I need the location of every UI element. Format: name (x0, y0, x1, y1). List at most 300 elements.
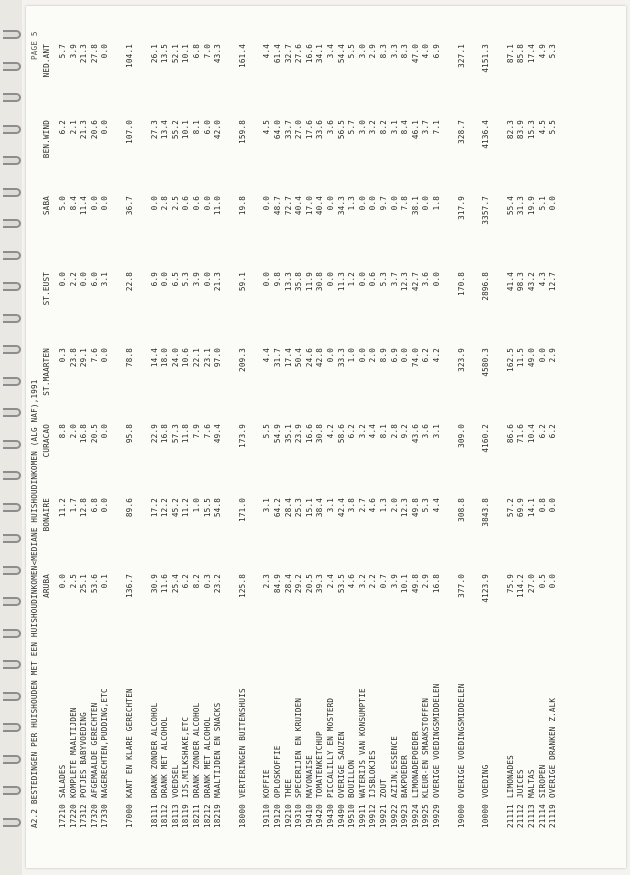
table-cell: 21.3 (79, 44, 89, 64)
table-cell: 0.0 (149, 196, 159, 211)
table-cell: 1.2 (347, 272, 357, 287)
table-cell: 3.0 (357, 120, 367, 135)
table-cell: 1.8 (432, 196, 441, 211)
table-cell: 6.2 (421, 348, 431, 363)
binder-ring (3, 534, 21, 543)
table-cell: 17.4 (527, 44, 536, 64)
table-cell: 15.5 (202, 498, 212, 518)
table-cell: 4136.4 (481, 120, 491, 149)
table-cell: 3.2 (368, 120, 378, 135)
table-cell: 8.4 (400, 120, 410, 135)
table-cell: 40.4 (294, 196, 304, 216)
table-cell: 20.6 (89, 120, 99, 140)
table-cell: 0.8 (537, 498, 547, 513)
binder-rings (0, 0, 22, 875)
row-code: 18111 (149, 804, 159, 828)
table-cell: 42.8 (315, 348, 325, 368)
row-code: 17312 (79, 804, 89, 828)
column-header: ST.MAARTEN (42, 348, 51, 396)
table-cell: 58.6 (336, 424, 346, 444)
binder-ring (3, 566, 21, 575)
table-cell: 21.3 (213, 272, 223, 292)
binder-ring (3, 93, 21, 102)
table-cell: 5.5 (347, 44, 357, 59)
binder-ring (3, 503, 21, 512)
table-cell: 3.1 (100, 272, 110, 287)
table-cell: 50.4 (294, 348, 304, 368)
binder-ring (3, 471, 21, 480)
table-cell: 0.0 (262, 196, 272, 211)
table-cell: 33.6 (315, 120, 325, 140)
binder-ring (3, 818, 21, 827)
table-cell: 0.0 (432, 272, 441, 287)
row-code: 19911 (357, 804, 367, 828)
table-cell: 27.0 (294, 120, 304, 140)
table-cell: 161.4 (237, 44, 247, 68)
table-cell: 18.0 (160, 348, 170, 368)
table-cell: 328.7 (456, 120, 466, 144)
table-cell: 43.2 (527, 272, 536, 292)
row-code: 19929 (432, 804, 441, 828)
row-label: SPECERIJEN EN KRUIDEN (294, 697, 304, 798)
table-cell: 171.0 (237, 498, 247, 522)
row-label: MAYONAISE (304, 755, 314, 798)
table-cell: 43.6 (410, 424, 420, 444)
table-cell: 6.0 (202, 120, 212, 135)
binder-ring (3, 755, 21, 764)
row-label: SALADES (58, 764, 67, 798)
table-cell: 4.4 (262, 348, 272, 363)
table-cell: 13.5 (160, 44, 170, 64)
table-cell: 3.9 (389, 574, 399, 589)
table-cell: 3.6 (421, 272, 431, 287)
table-cell: 85.8 (516, 44, 526, 64)
table-cell: 162.5 (505, 348, 515, 372)
table-row (213, 44, 225, 828)
table-cell: 12.8 (79, 498, 89, 518)
column-header: ST.EUST (42, 272, 51, 306)
binder-ring (3, 440, 21, 449)
table-cell: 56.5 (336, 120, 346, 140)
row-label: BAKPOEDER (400, 755, 410, 798)
table-cell: 29.1 (79, 348, 89, 368)
table-cell: 2896.8 (481, 272, 491, 301)
table-cell: 17.0 (304, 196, 314, 216)
table-cell: 6.0 (89, 272, 99, 287)
table-cell: 6.2 (347, 424, 357, 439)
table-cell: 0.0 (89, 196, 99, 211)
table-cell: 27.6 (294, 44, 304, 64)
row-code: 18119 (181, 804, 191, 828)
table-cell: 8.2 (379, 120, 388, 135)
table-cell: 309.0 (456, 424, 466, 448)
row-label: AFGEMAALDE GERECHTEN (89, 702, 99, 798)
table-cell: 170.8 (456, 272, 466, 296)
table-row (432, 44, 444, 828)
table-cell: 89.6 (125, 498, 134, 518)
table-cell: 83.9 (516, 120, 526, 140)
row-label: AZIJN,ESSENCE (389, 735, 399, 798)
row-code: 19490 (336, 804, 346, 828)
table-cell: 11.6 (160, 574, 170, 594)
table-cell: 64.0 (273, 120, 282, 140)
table-cell: 3.1 (389, 120, 399, 135)
row-code: 18212 (202, 804, 212, 828)
table-cell: 11.8 (181, 424, 191, 444)
binder-ring (3, 219, 21, 228)
table-cell: 42.4 (336, 498, 346, 518)
table-cell: 9.7 (379, 196, 388, 211)
table-cell: 3.2 (357, 424, 367, 439)
table-cell: 10.6 (181, 348, 191, 368)
table-cell: 20.5 (89, 424, 99, 444)
table-row (456, 44, 469, 828)
table-cell: 23.2 (213, 574, 223, 594)
table-cell: 4.4 (368, 424, 378, 439)
table-cell: 11.9 (304, 272, 314, 292)
table-cell: 12.7 (548, 272, 558, 292)
table-cell: 6.8 (89, 498, 99, 513)
table-cell: 54.8 (213, 498, 223, 518)
table-cell: 13.4 (160, 120, 170, 140)
table-cell: 31.7 (273, 348, 282, 368)
table-cell: 21.3 (79, 120, 89, 140)
page-number: PAGE 5 (30, 31, 39, 60)
table-cell: 4.3 (537, 272, 547, 287)
table-cell: 57.3 (170, 424, 180, 444)
table-cell: 25.1 (79, 574, 89, 594)
table-cell: 8.4 (68, 196, 78, 211)
binder-ring (3, 125, 21, 134)
table-cell: 0.0 (368, 196, 378, 211)
row-label: IJSBLOKJES (368, 750, 378, 798)
table-cell: 7.6 (89, 348, 99, 363)
table-cell: 308.8 (456, 498, 466, 522)
table-cell: 0.0 (100, 348, 110, 363)
table-cell: 49.0 (527, 348, 536, 368)
column-header: BONAIRE (42, 498, 51, 532)
table-cell: 2.0 (389, 498, 399, 513)
table-cell: 0.0 (262, 272, 272, 287)
table-cell: 5.7 (58, 44, 67, 59)
table-row (237, 44, 250, 828)
table-cell: 317.9 (456, 196, 466, 220)
table-cell: 9.8 (273, 272, 282, 287)
table-cell: 4580.3 (481, 348, 491, 377)
table-cell: 4.6 (347, 574, 357, 589)
row-label: VOEDSEL (170, 764, 180, 798)
table-cell: 8.2 (192, 574, 201, 589)
table-cell: 0.0 (326, 272, 335, 287)
table-cell: 3.6 (326, 120, 335, 135)
row-code: 19925 (421, 804, 431, 828)
table-cell: 16.8 (432, 574, 441, 594)
row-label: VERTERINGEN BUITENSHUIS (237, 688, 247, 798)
table-cell: 19.8 (237, 196, 247, 216)
table-cell: 10.1 (181, 120, 191, 140)
table-cell: 29.2 (294, 574, 304, 594)
table-cell: 0.0 (202, 272, 212, 287)
table-cell: 323.9 (456, 348, 466, 372)
binder-ring (3, 314, 21, 323)
table-cell: 2.2 (68, 272, 78, 287)
table-cell: 34.1 (315, 44, 325, 64)
table-cell: 8.3 (400, 44, 410, 59)
row-label: POTJES BABYVOEDING (79, 712, 89, 798)
row-code: 19000 (456, 804, 466, 828)
table-cell: 30.8 (315, 424, 325, 444)
row-label: KANT EN KLARE GERECHTEN (125, 688, 134, 798)
table-cell: 0.0 (100, 498, 110, 513)
table-cell: 3.2 (357, 574, 367, 589)
table-cell: 78.8 (125, 348, 134, 368)
table-cell: 0.7 (379, 574, 388, 589)
table-cell: 2.9 (421, 574, 431, 589)
table-cell: 52.1 (170, 44, 180, 64)
table-cell: 17.2 (149, 498, 159, 518)
table-cell: 12.3 (400, 272, 410, 292)
table-cell: 1.0 (347, 348, 357, 363)
column-header: SABA (42, 196, 51, 216)
table-cell: 5.3 (181, 272, 191, 287)
row-code: 21119 (548, 804, 558, 828)
table-cell: 36.7 (125, 196, 134, 216)
table-cell: 14.4 (149, 348, 159, 368)
table-cell: 2.3 (262, 574, 272, 589)
row-label: DRANK ZONDER ALCOHOL (149, 702, 159, 798)
binder-ring (3, 188, 21, 197)
binder-ring (3, 660, 21, 669)
table-cell: 27.0 (527, 574, 536, 594)
table-cell: 0.0 (357, 348, 367, 363)
table-cell: 3357.7 (481, 196, 491, 225)
row-code: 19110 (262, 804, 272, 828)
table-cell: 14.1 (527, 498, 536, 518)
table-cell: 4.9 (537, 44, 547, 59)
binder-ring (3, 692, 21, 701)
row-code: 19210 (283, 804, 293, 828)
table-cell: 6.9 (149, 272, 159, 287)
table-cell: 0.3 (58, 348, 67, 363)
table-cell: 33.7 (283, 120, 293, 140)
table-cell: 0.0 (548, 498, 558, 513)
table-cell: 40.4 (315, 196, 325, 216)
row-label: DRANK ZONDER ALCOHOL (192, 702, 201, 798)
table-cell: 4.2 (432, 348, 441, 363)
table-cell: 42.0 (213, 120, 223, 140)
table-cell: 0.1 (100, 574, 110, 589)
table-cell: 28.4 (283, 574, 293, 594)
table-cell: 1.0 (192, 498, 201, 513)
table-cell: 30.9 (149, 574, 159, 594)
row-code: 19923 (400, 804, 410, 828)
table-cell: 5.7 (347, 120, 357, 135)
table-cell: 41.4 (505, 272, 515, 292)
table-cell: 17.6 (304, 120, 314, 140)
table-cell: 12.3 (400, 498, 410, 518)
table-cell: 11.2 (181, 498, 191, 518)
table-cell: 327.1 (456, 44, 466, 68)
table-cell: 23.1 (202, 348, 212, 368)
table-cell: 0.0 (548, 574, 558, 589)
table-cell: 2.2 (368, 574, 378, 589)
table-cell: 15.3 (527, 120, 536, 140)
row-code: 18000 (237, 804, 247, 828)
table-cell: 45.2 (170, 498, 180, 518)
row-code: 18219 (213, 804, 223, 828)
table-cell: 38.4 (315, 498, 325, 518)
table-cell: 4.4 (432, 498, 441, 513)
table-cell: 74.0 (410, 348, 420, 368)
table-cell: 3.1 (326, 498, 335, 513)
table-cell: 75.9 (505, 574, 515, 594)
table-cell: 114.2 (516, 574, 526, 598)
row-label: LIMONADEPOEDER (410, 731, 420, 798)
table-cell: 95.8 (125, 424, 134, 444)
table-cell: 2.0 (368, 348, 378, 363)
row-label: PICCALILLY EN MOSTERD (326, 697, 335, 798)
table-cell: 82.3 (505, 120, 515, 140)
table-cell: 20.5 (304, 574, 314, 594)
table-cell: 3.1 (432, 424, 441, 439)
table-cell: 7.9 (192, 424, 201, 439)
row-code: 21112 (516, 804, 526, 828)
row-code: 18112 (160, 804, 170, 828)
table-cell: 0.0 (160, 272, 170, 287)
table-cell: 0.0 (100, 424, 110, 439)
row-code: 19410 (304, 804, 314, 828)
table-cell: 59.1 (237, 272, 247, 292)
table-cell: 10.4 (527, 424, 536, 444)
table-cell: 3.7 (389, 272, 399, 287)
table-cell: 35.1 (283, 424, 293, 444)
table-cell: 0.0 (326, 196, 335, 211)
table-cell: 0.0 (389, 196, 399, 211)
table-cell: 8.1 (192, 120, 201, 135)
table-cell: 5.5 (262, 424, 272, 439)
table-cell: 61.4 (273, 44, 282, 64)
binder-ring (3, 282, 21, 291)
row-label: SIROPEN (537, 764, 547, 798)
table-cell: 46.1 (410, 120, 420, 140)
table-cell: 2.0 (68, 424, 78, 439)
row-code: 17330 (100, 804, 110, 828)
table-cell: 104.1 (125, 44, 134, 68)
table-cell: 5.3 (379, 272, 388, 287)
table-cell: 6.8 (192, 44, 201, 59)
table-cell: 54.4 (336, 44, 346, 64)
table-cell: 8.3 (379, 44, 388, 59)
table-cell: 49.4 (213, 424, 223, 444)
table-cell: 5.0 (58, 196, 67, 211)
table-cell: 86.6 (505, 424, 515, 444)
table-cell: 6.2 (537, 424, 547, 439)
row-label: LIMONADES (505, 755, 515, 798)
table-cell: 7.1 (432, 120, 441, 135)
table-cell: 55.4 (505, 196, 515, 216)
row-label: KLEUR-EN SMAAKSTOFFEN (421, 697, 431, 798)
row-code: 19912 (368, 804, 378, 828)
table-cell: 0.0 (100, 196, 110, 211)
table-cell: 136.7 (125, 574, 134, 598)
table-cell: 8.9 (379, 348, 388, 363)
table-cell: 0.6 (181, 196, 191, 211)
table-cell: 159.8 (237, 120, 247, 144)
table-cell: 31.3 (516, 196, 526, 216)
table-cell: 8.1 (379, 424, 388, 439)
row-code: 17000 (125, 804, 134, 828)
row-label: NAGERECHTEN,PUDDING,ETC (100, 688, 110, 798)
table-cell: 35.8 (294, 272, 304, 292)
table-cell: 57.2 (505, 498, 515, 518)
table-cell: 23.9 (294, 424, 304, 444)
row-label: OPLOSKOFFIE (273, 745, 282, 798)
table-cell: 2.1 (68, 120, 78, 135)
table-cell: 2.5 (68, 574, 78, 589)
row-code: 19922 (389, 804, 399, 828)
binder-ring (3, 786, 21, 795)
row-code: 19510 (347, 804, 357, 828)
table-cell: 2.4 (326, 574, 335, 589)
table-cell: 0.0 (537, 348, 547, 363)
table-cell: 107.0 (125, 120, 134, 144)
column-header: BEN.WIND (42, 120, 51, 159)
table-cell: 3.9 (68, 44, 78, 59)
table-cell: 22.1 (192, 348, 201, 368)
table-cell: 26.1 (149, 44, 159, 64)
binder-ring (3, 597, 21, 606)
row-label: KOFFIE (262, 769, 272, 798)
row-code: 18113 (170, 804, 180, 828)
table-cell: 16.6 (304, 424, 314, 444)
table-cell: 16.6 (304, 44, 314, 64)
column-header: ARUBA (42, 574, 51, 598)
table-cell: 0.0 (100, 120, 110, 135)
table-cell: 64.2 (273, 498, 282, 518)
row-label: OVERIGE SAUZEN (336, 731, 346, 798)
row-code: 17320 (89, 804, 99, 828)
table-cell: 4.4 (262, 44, 272, 59)
table-cell: 32.7 (283, 44, 293, 64)
table-cell: 49.8 (410, 498, 420, 518)
table-cell: 0.0 (548, 196, 558, 211)
row-label: BOUILLON (347, 759, 357, 798)
table-cell: 5.3 (421, 498, 431, 513)
table-cell: 4151.3 (481, 44, 491, 73)
table-cell: 7.0 (202, 44, 212, 59)
row-label: OVERIGE DRANKEN Z.ALK (548, 697, 558, 798)
row-code: 19310 (294, 804, 304, 828)
table-cell: 11.0 (213, 196, 223, 216)
table-cell: 4.5 (262, 120, 272, 135)
table-cell: 8.8 (58, 424, 67, 439)
table-cell: 42.7 (410, 272, 420, 292)
table-cell: 34.3 (336, 196, 346, 216)
table-cell: 27.3 (149, 120, 159, 140)
table-cell: 47.0 (410, 44, 420, 64)
row-code: 17210 (58, 804, 67, 828)
row-code: 19120 (273, 804, 282, 828)
table-cell: 13.3 (283, 272, 293, 292)
table-cell: 11.3 (336, 272, 346, 292)
table-cell: 11.2 (58, 498, 67, 518)
table-row (481, 44, 493, 828)
row-code: 21113 (527, 804, 536, 828)
table-cell: 2.9 (368, 44, 378, 59)
table-cell: 1.3 (347, 196, 357, 211)
table-cell: 0.6 (192, 196, 201, 211)
binder-ring (3, 723, 21, 732)
